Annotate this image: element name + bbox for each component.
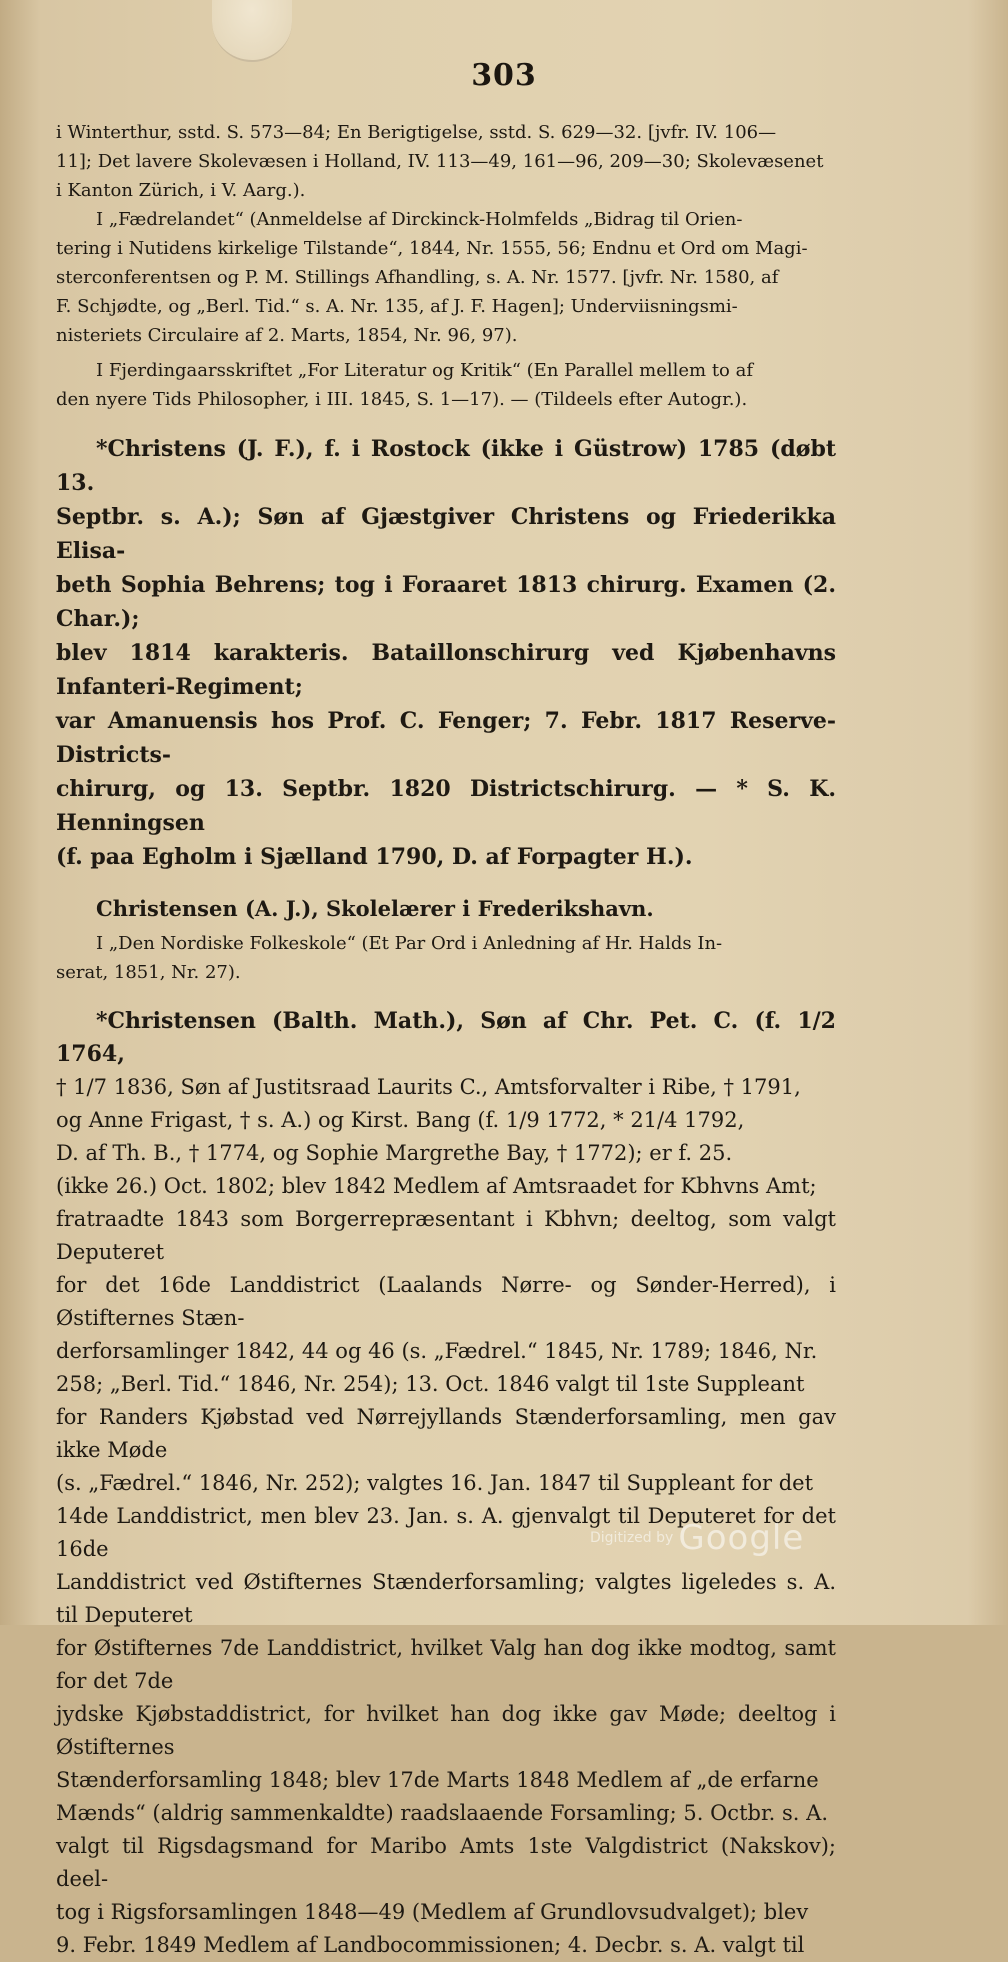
text-line: valgt til Rigsdagsmand for Maribo Amts 1ste Valgdistrict (Nakskov); deel- (56, 1834, 836, 1891)
entry-christens (56, 432, 836, 874)
text-line: i Winterthur, sstd. S. 573—84; En Berigtigelse, sstd. S. 629—32. [jvfr. IV. 106— (56, 122, 777, 143)
text-line: tog i Rigsforsamlingen 1848—49 (Medlem af Grundlovsudvalget); blev (56, 1900, 809, 1924)
page-number: 303 (471, 58, 537, 93)
watermark-small-text: Digitized by (590, 1530, 674, 1546)
text-line: beth Sophia Behrens; tog i Foraaret 1813 chirurg. Examen (2. Char.); (56, 572, 836, 632)
text-line: Septbr. s. A.); Søn af Gjæstgiver Christens og Friederikka Elisa- (56, 504, 836, 564)
google-logo-text: Google (678, 1518, 805, 1558)
text-line: derforsamlinger 1842, 44 og 46 (s. „Fædrel.“ 1845, Nr. 1789; 1846, Nr. (56, 1339, 818, 1363)
text-line: *Christens (J. F.), f. i Rostock (ikke i Güstrow) 1785 (døbt 13. (56, 436, 836, 496)
page-body (56, 118, 836, 1962)
text-line: fratraadte 1843 som Borgerrepræsentant i Kbhvn; deeltog, som valgt Deputeret (56, 1207, 836, 1264)
text-line: (f. paa Egholm i Sjælland 1790, D. af Forpagter H.). (56, 844, 693, 870)
text-line: chirurg, og 13. Septbr. 1820 Districtschirurg. — * S. K. Henningsen (56, 776, 836, 836)
text-line: jydske Kjøbstaddistrict, for hvilket han dog ikke gav Møde; deeltog i Østifternes (56, 1702, 836, 1759)
text-line: blev 1814 karakteris. Bataillonschirurg ved Kjøbenhavns Infanteri-Regiment; (56, 640, 836, 700)
text-line: Mænds“ (aldrig sammenkaldte) raadslaaende Forsamling; 5. Octbr. s. A. (56, 1801, 828, 1825)
text-line: *Christensen (Balth. Math.), Søn af Chr. Pet. C. (f. 1/2 1764, (56, 1008, 836, 1067)
text-line: den nyere Tids Philosopher, i III. 1845, S. 1—17). — (Tildeels efter Autogr.). (56, 389, 748, 410)
text-line: sterconferentsen og P. M. Stillings Afhandling, s. A. Nr. 1577. [jvfr. Nr. 1580, af (56, 267, 779, 288)
text-line: i Kanton Zürich, i V. Aarg.). (56, 180, 306, 201)
entry-christensen-a (56, 892, 836, 925)
entry-christensen-b (56, 1005, 836, 1962)
text-line: serat, 1851, Nr. 27). (56, 962, 241, 983)
text-line: 14de Landdistrict, men blev 23. Jan. s. A. gjenvalgt til Deputeret for det 16de (56, 1504, 836, 1561)
text-line: I Fjerdingaarsskriftet „For Literatur og Kritik“ (En Parallel mellem to af (96, 360, 754, 381)
top-block (56, 118, 836, 205)
faedrelandet-block (56, 205, 836, 350)
entry-heading: Christensen (A. J.), Skolelærer i Frederikshavn. (96, 896, 654, 921)
text-line: (ikke 26.) Oct. 1802; blev 1842 Medlem af Amtsraadet for Kbhvns Amt; (56, 1174, 817, 1198)
text-line: og Anne Frigast, † s. A.) og Kirst. Bang (f. 1/9 1772, * 21/4 1792, (56, 1108, 745, 1132)
text-line: var Amanuensis hos Prof. C. Fenger; 7. Febr. 1817 Reserve-Districts- (56, 708, 836, 768)
text-line: I „Den Nordiske Folkeskole“ (Et Par Ord i Anledning af Hr. Halds In- (96, 933, 723, 954)
text-line: 258; „Berl. Tid.“ 1846, Nr. 254); 13. Oct. 1846 valgt til 1ste Suppleant (56, 1372, 805, 1396)
text-line: 11]; Det lavere Skolevæsen i Holland, IV. 113—49, 161—96, 209—30; Skolevæsenet (56, 151, 824, 172)
text-line: 9. Febr. 1849 Medlem af Landbocommissionen; 4. Decbr. s. A. valgt til (56, 1933, 805, 1957)
text-line: tering i Nutidens kirkelige Tilstande“, 1844, Nr. 1555, 56; Endnu et Ord om Magi- (56, 238, 808, 259)
text-line: D. af Th. B., † 1774, og Sophie Margrethe Bay, † 1772); er f. 25. (56, 1141, 733, 1165)
text-line: for Østifternes 7de Landdistrict, hvilket Valg han dog ikke modtog, samt for det 7de (56, 1636, 836, 1693)
text-line: † 1/7 1836, Søn af Justitsraad Laurits C., Amtsforvalter i Ribe, † 1791, (56, 1075, 801, 1099)
text-line: Stænderforsamling 1848; blev 17de Marts 1848 Medlem af „de erfarne (56, 1768, 819, 1792)
text-line: Landdistrict ved Østifternes Stænderforsamling; valgtes ligeledes s. A. til Deputeret (56, 1570, 836, 1627)
christensen-a-block (56, 929, 836, 987)
text-line: I „Fædrelandet“ (Anmeldelse af Dirckinck-Holmfelds „Bidrag til Orien- (96, 209, 743, 230)
fjerdingaar-block (56, 356, 836, 414)
text-line: F. Schjødte, og „Berl. Tid.“ s. A. Nr. 135, af J. F. Hagen]; Underviisningsmi- (56, 296, 738, 317)
digitized-watermark (590, 1518, 804, 1558)
text-line: (s. „Fædrel.“ 1846, Nr. 252); valgtes 16. Jan. 1847 til Suppleant for det (56, 1471, 814, 1495)
text-line: nisteriets Circulaire af 2. Marts, 1854, Nr. 96, 97). (56, 325, 518, 346)
text-line: for det 16de Landdistrict (Laalands Nørre- og Sønder-Herred), i Østifternes Stæn- (56, 1273, 836, 1330)
text-line: for Randers Kjøbstad ved Nørrejyllands Stænderforsamling, men gav ikke Møde (56, 1405, 836, 1462)
